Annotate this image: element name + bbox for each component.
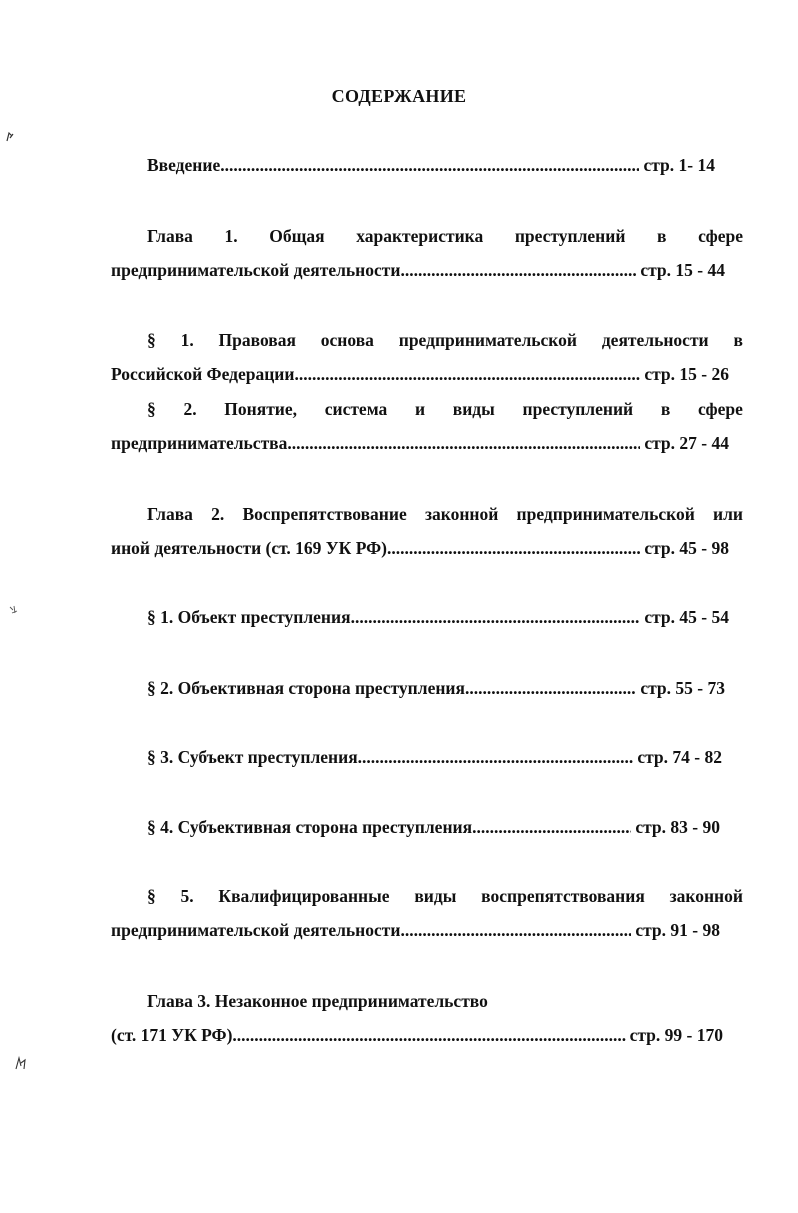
toc-section-1-1-heading: § 1. Правовая основа предпринимательской деятельности в: [147, 330, 743, 350]
toc-chapter-1-continuation: [111, 259, 725, 281]
entry-label: § 4. Субъективная сторона преступления: [147, 817, 473, 837]
entry-label: предпринимательской деятельности: [111, 920, 401, 940]
entry-pages: стр. 74 - 82: [637, 747, 722, 767]
leader-dots: [400, 259, 636, 281]
toc-chapter-1-heading: Глава 1. Общая характеристика преступлений в сфере: [147, 226, 743, 246]
entry-label: § 2. Объективная сторона преступления: [147, 678, 465, 698]
scan-speck-mark: [14, 1054, 28, 1072]
leader-dots: [351, 606, 641, 628]
toc-chapter-2-continuation: [111, 537, 729, 559]
entry-pages: стр. 99 - 170: [629, 1025, 723, 1045]
entry-pages: стр. 27 - 44: [644, 433, 729, 453]
toc-entry-introduction: [147, 154, 715, 176]
leader-dots: [294, 363, 640, 385]
toc-chapter-2-heading: Глава 2. Воспрепятствование законной предпринимательской или: [147, 504, 743, 524]
entry-label: (ст. 171 УК РФ): [111, 1025, 233, 1045]
entry-label: § 3. Субъект преступления: [147, 747, 358, 767]
entry-label: предпринимательской деятельности: [111, 260, 401, 280]
leader-dots: [287, 432, 640, 454]
toc-section-1-1-continuation: [111, 363, 729, 385]
entry-pages: стр. 91 - 98: [635, 920, 720, 940]
toc-section-2-5-heading: § 5. Квалифицированные виды воспрепятствования законной: [147, 886, 743, 906]
entry-label: § 1. Объект преступления: [147, 607, 351, 627]
entry-pages: стр. 15 - 44: [640, 260, 725, 280]
toc-chapter-3-heading: Глава 3. Незаконное предпринимательство: [147, 991, 488, 1011]
entry-pages: стр. 15 - 26: [644, 364, 729, 384]
toc-section-1-2-heading: § 2. Понятие, система и виды преступлений в сфере: [147, 399, 743, 419]
entry-label: иной деятельности (ст. 169 УК РФ): [111, 538, 387, 558]
page-title: СОДЕРЖАНИЕ: [331, 86, 467, 106]
toc-section-2-2: [147, 677, 725, 699]
entry-label: предпринимательства: [111, 433, 288, 453]
toc-section-2-4: [147, 816, 720, 838]
scan-speck-mark: [4, 130, 16, 144]
toc-chapter-3-continuation: [111, 1024, 723, 1046]
entry-label: Российской Федерации: [111, 364, 295, 384]
toc-section-2-3: [147, 746, 722, 768]
leader-dots: [232, 1024, 625, 1046]
toc-section-1-2-continuation: [111, 432, 729, 454]
leader-dots: [220, 154, 639, 176]
entry-pages: стр. 1- 14: [643, 155, 715, 175]
toc-section-2-5-continuation: [111, 919, 720, 941]
entry-pages: стр. 45 - 98: [644, 538, 729, 558]
entry-pages: стр. 45 - 54: [644, 607, 729, 627]
leader-dots: [387, 537, 640, 559]
entry-label: Введение: [147, 155, 221, 175]
leader-dots: [472, 816, 631, 838]
toc-section-2-1: [147, 606, 729, 628]
scan-speck-mark: [8, 604, 20, 616]
leader-dots: [358, 746, 634, 768]
leader-dots: [465, 677, 636, 699]
leader-dots: [400, 919, 631, 941]
entry-pages: стр. 83 - 90: [635, 817, 720, 837]
entry-pages: стр. 55 - 73: [640, 678, 725, 698]
